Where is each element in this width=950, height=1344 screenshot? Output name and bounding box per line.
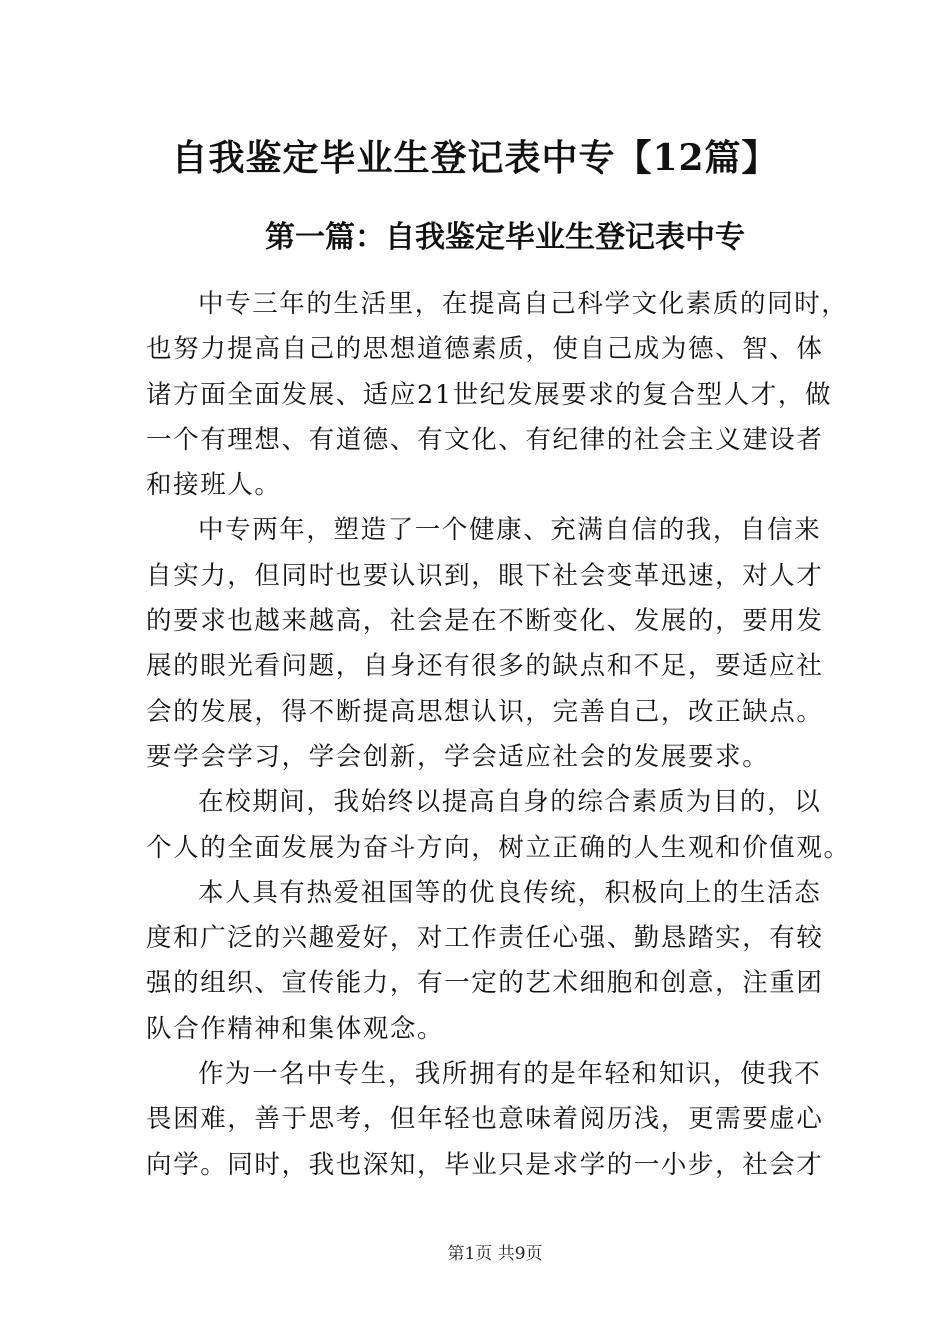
text-line: 的要求也越来越高，社会是在不断变化、发展的，要用发 [146,606,824,637]
text-line: 诸方面全面发展、适应21世纪发展要求的复合型人才，做 [146,379,833,410]
body-text [146,282,851,1188]
text-line: 向学。同时，我也深知，毕业只是求学的一小步，社会才 [146,1149,824,1180]
text-line: 自实力，但同时也要认识到，眼下社会变革迅速，对人才 [146,560,824,591]
text-line: 和接班人。 [146,470,282,501]
text-line: 个人的全面发展为奋斗方向，树立正确的人生观和价值观。 [146,832,851,863]
text-line: 在校期间，我始终以提高自身的综合素质为目的，以 [198,787,822,818]
text-line: 作为一名中专生，我所拥有的是年轻和知识，使我不 [198,1059,822,1090]
page-footer: 第1页 共9页 [447,1244,543,1264]
text-line: 一个有理想、有道德、有文化、有纪律的社会主义建设者 [146,424,824,455]
text-line: 也努力提高自己的思想道德素质，使自己成为德、智、体 [146,334,824,365]
text-line: 本人具有热爱祖国等的优良传统，积极向上的生活态 [198,877,822,908]
text-line: 中专两年，塑造了一个健康、充满自信的我，自信来 [198,515,822,546]
text-line: 会的发展，得不断提高思想认识，完善自己，改正缺点。 [146,696,824,727]
text-line: 度和广泛的兴趣爱好，对工作责任心强、勤恳踏实，有较 [146,923,824,954]
text-line: 中专三年的生活里，在提高自己科学文化素质的同时， [198,289,849,319]
text-line: 要学会学习，学会创新，学会适应社会的发展要求。 [146,741,770,772]
section-heading: 第一篇：自我鉴定毕业生登记表中专 [265,220,745,255]
text-line: 畏困难，善于思考，但年轻也意味着阅历浅，更需要虚心 [146,1104,824,1135]
text-line: 队合作精神和集体观念。 [146,1013,445,1044]
text-line: 强的组织、宣传能力，有一定的艺术细胞和创意，注重团 [146,968,824,999]
text-line: 展的眼光看问题，自身还有很多的缺点和不足，要适应社 [146,651,824,682]
document-title: 自我鉴定毕业生登记表中专【12篇】 [171,137,779,179]
